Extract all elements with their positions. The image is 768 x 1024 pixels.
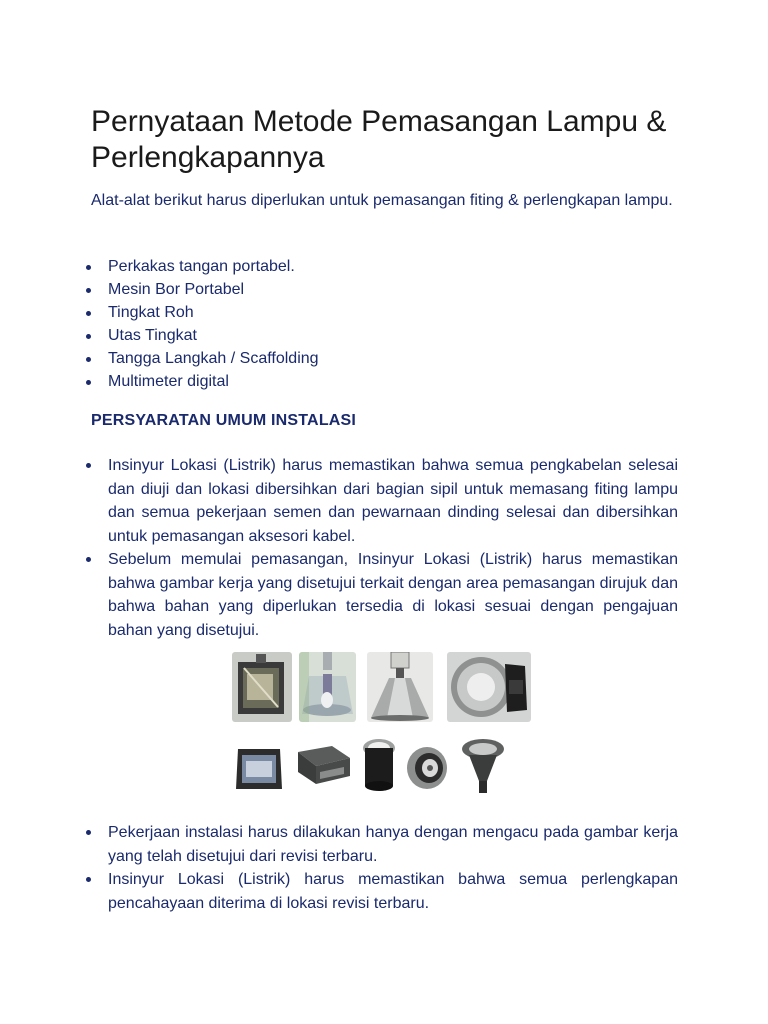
bullet-icon xyxy=(86,288,91,293)
bullet-icon xyxy=(86,311,91,316)
highbay-aluminium-photo xyxy=(367,652,433,722)
bullet-icon xyxy=(86,380,91,385)
highbay-clear-photo xyxy=(299,652,356,722)
list-item: Mesin Bor Portabel xyxy=(86,278,319,301)
list-item: Insinyur Lokasi (Listrik) harus memastikan bahwa semua perlengkapan pencahayaan diterima di lokasi revisi terbaru. xyxy=(86,868,678,915)
shoebox-light-photo xyxy=(292,742,352,792)
list-item: Sebelum memulai pemasangan, Insinyur Lokasi (Listrik) harus memastikan bahwa gambar kerja yang disetujui terkait dengan area pemasangan dirujuk dan bahwa bahan yang diperlukan tersedia di lokasi sesuai dengan pengajuan bahan yang disetujui. xyxy=(86,548,678,642)
bullet-icon xyxy=(86,334,91,339)
list-item: Utas Tingkat xyxy=(86,324,319,347)
tools-list xyxy=(86,255,319,393)
requirements-list-continued xyxy=(86,821,678,915)
list-item: Tingkat Roh xyxy=(86,301,319,324)
wallpack-photo xyxy=(234,743,286,793)
list-item: Perkakas tangan portabel. xyxy=(86,255,319,278)
bullet-icon xyxy=(86,877,91,882)
bullet-icon xyxy=(86,357,91,362)
bullet-icon xyxy=(86,557,91,562)
downlight-reflector-photo xyxy=(447,652,531,722)
section-heading: PERSYARATAN UMUM INSTALASI xyxy=(91,412,357,429)
list-item: Multimeter digital xyxy=(86,370,319,393)
inground-light-photo xyxy=(361,738,397,793)
requirements-list xyxy=(86,454,678,642)
list-item: Tangga Langkah / Scaffolding xyxy=(86,347,319,370)
list-item: Pekerjaan instalasi harus dilakukan hanya dengan mengacu pada gambar kerja yang telah disetujui dari revisi terbaru. xyxy=(86,821,678,868)
bullet-icon xyxy=(86,265,91,270)
recessed-spotlight-photo xyxy=(405,744,450,792)
list-item: Insinyur Lokasi (Listrik) harus memastikan bahwa semua pengkabelan selesai dan diuji dan lokasi dibersihkan dari bagian sipil untuk memasang fiting lampu dan semua pekerjaan semen dan pewarnaan dinding selesai dan dibersihkan untuk pemasangan aksesori kabel. xyxy=(86,454,678,548)
floodlight-photo xyxy=(232,652,292,722)
pendant-light-photo xyxy=(461,737,505,793)
document-title: Pernyataan Metode Pemasangan Lampu & Perlengkapannya xyxy=(91,105,667,174)
intro-paragraph: Alat-alat berikut harus diperlukan untuk pemasangan fiting & perlengkapan lampu. xyxy=(91,192,673,209)
bullet-icon xyxy=(86,463,91,468)
bullet-icon xyxy=(86,830,91,835)
